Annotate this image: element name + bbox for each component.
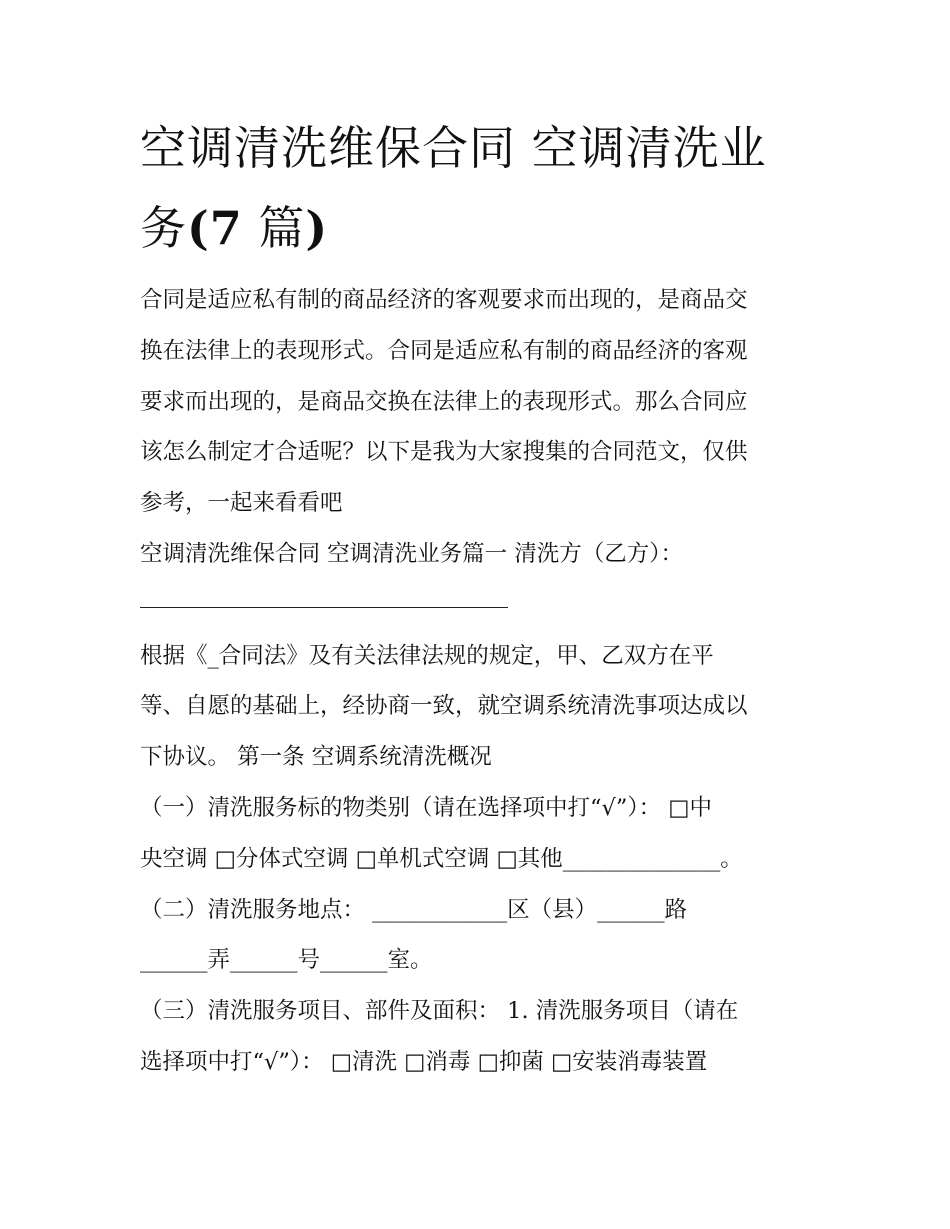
body-line: 参考，一起来看看吧 (140, 490, 343, 517)
title-count-word: 篇 (242, 201, 306, 255)
body-line: 等、自愿的基础上，经协商一致，就空调系统清洗事项达成以 (140, 693, 748, 720)
document-body (140, 275, 820, 1088)
body-line: 空调清洗维保合同 空调清洗业务篇一 清洗方（乙方）： (140, 540, 684, 567)
body-line: （二）清洗服务地点： ____________区（县）______路 (140, 896, 688, 923)
body-line: 根据《_合同法》及有关法律法规的规定，甲、乙双方在平 (140, 642, 714, 669)
blank-fill-line-row (140, 580, 820, 631)
blank-fill-line (140, 607, 508, 608)
body-line: 合同是适应私有制的商品经济的客观要求而出现的，是商品交 (140, 287, 748, 313)
body-line: （三）清洗服务项目、部件及面积： 1. 清洗服务项目（请在 (140, 998, 739, 1025)
body-line: 下协议。 第一条 空调系统清洗概况 (140, 744, 492, 771)
document-title (140, 108, 840, 268)
body-line: 要求而出现的，是商品交换在法律上的表现形式。那么合同应 (140, 388, 748, 415)
body-line: （一）清洗服务标的物类别（请在选择项中打“√”）： □中 (140, 794, 713, 821)
title-line-1: 空调清洗维保合同 空调清洗业 (140, 121, 767, 175)
body-line: 该怎么制定才合适呢？以下是我为大家搜集的合同范文，仅供 (140, 439, 748, 466)
title-line-2-prefix: 务 (140, 201, 187, 255)
body-line: 选择项中打“√”）： □清洗 □消毒 □抑菌 □安装消毒装置 (140, 1048, 708, 1075)
title-count-close: ) (305, 201, 329, 255)
body-line: ______弄______号______室。 (140, 947, 433, 974)
title-count-open: (7 (187, 201, 243, 255)
body-line: 央空调 □分体式空调 □单机式空调 □其他______________。 (140, 845, 743, 872)
body-line: 换在法律上的表现形式。合同是适应私有制的商品经济的客观 (140, 337, 748, 364)
